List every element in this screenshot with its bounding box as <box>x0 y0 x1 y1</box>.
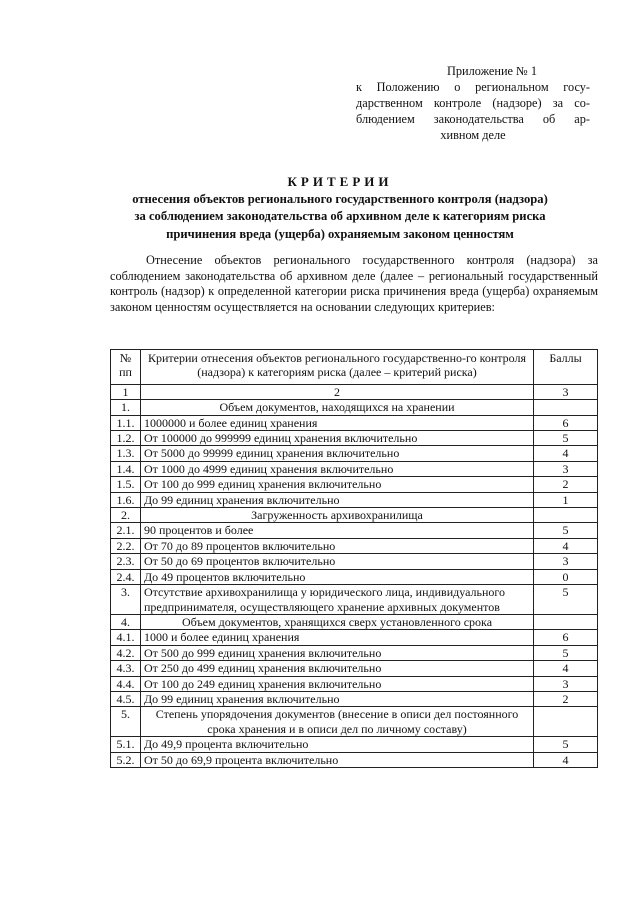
appendix-line: блюдением законодательства об ар- <box>356 112 590 126</box>
criterion-text: От 50 до 69,9 процента включительно <box>141 752 534 767</box>
row-number: 4.1. <box>111 630 141 645</box>
points-value: 0 <box>534 569 598 584</box>
table-row <box>111 737 598 752</box>
criterion-text: До 49 процентов включительно <box>141 569 534 584</box>
row-number: 2. <box>111 508 141 523</box>
row-number: 4.4. <box>111 676 141 691</box>
row-number: 1.4. <box>111 461 141 476</box>
table-header-row <box>111 350 598 385</box>
table-row <box>111 614 598 629</box>
criterion-text: До 99 единиц хранения включительно <box>141 691 534 706</box>
appendix-line: к Положению о региональном госу- <box>356 80 590 94</box>
column-number: 1 <box>111 384 141 399</box>
table-row <box>111 630 598 645</box>
points-value: 5 <box>534 431 598 446</box>
points-value: 5 <box>534 645 598 660</box>
appendix-note <box>356 63 590 143</box>
table-row <box>111 538 598 553</box>
criteria-table <box>110 349 598 768</box>
criterion-text: До 99 единиц хранения включительно <box>141 492 534 507</box>
points-value: 2 <box>534 477 598 492</box>
criterion-text: 1000 и более единиц хранения <box>141 630 534 645</box>
row-number: 1.2. <box>111 431 141 446</box>
table-row <box>111 431 598 446</box>
criterion-text: От 70 до 89 процентов включительно <box>141 538 534 553</box>
appendix-line: хивном деле <box>440 128 506 142</box>
table-row <box>111 661 598 676</box>
criterion-text: От 1000 до 4999 единиц хранения включительно <box>141 461 534 476</box>
criterion-text: От 500 до 999 единиц хранения включительно <box>141 645 534 660</box>
heading-line: отнесения объектов регионального государственного контроля (надзора) <box>132 191 548 206</box>
column-number: 3 <box>534 384 598 399</box>
heading-line: за соблюдением законодательства об архивном деле к категориям риска <box>134 209 546 223</box>
row-number: 1.5. <box>111 477 141 492</box>
points-value: 5 <box>534 737 598 752</box>
header-points: Баллы <box>534 350 598 385</box>
column-numbering-row <box>111 384 598 399</box>
row-number: 2.2. <box>111 538 141 553</box>
criterion-text: 1000000 и более единиц хранения <box>141 415 534 430</box>
criterion-text: От 100000 до 999999 единиц хранения включительно <box>141 431 534 446</box>
criterion-text: 90 процентов и более <box>141 523 534 538</box>
heading-line: причинения вреда (ущерба) охраняемым законом ценностям <box>166 226 514 241</box>
table-row <box>111 752 598 767</box>
table-row <box>111 415 598 430</box>
row-number: 4.5. <box>111 691 141 706</box>
points-value: 5 <box>534 585 598 615</box>
points-value: 4 <box>534 752 598 767</box>
intro-paragraph: Отнесение объектов регионального государственного контроля (надзора) за соблюдением законодательства об архивном деле (далее – региональный государственный контроль (надзор) к определенной категории риска причинения вреда (ущерба) охраняемым законом ценностям осуществляется на основании следующих критериев: <box>110 253 598 314</box>
table-row <box>111 691 598 706</box>
row-number: 1. <box>111 400 141 415</box>
table-row <box>111 569 598 584</box>
row-number: 1.3. <box>111 446 141 461</box>
points-value <box>534 508 598 523</box>
points-value: 4 <box>534 661 598 676</box>
points-value: 6 <box>534 415 598 430</box>
points-value: 3 <box>534 676 598 691</box>
points-value: 4 <box>534 446 598 461</box>
appendix-title: Приложение № 1 <box>446 64 538 78</box>
criterion-text: Отсутствие архивохранилища у юридического лица, индивидуального предпринимателя, осуществляющего хранение архивных документов <box>141 585 534 615</box>
header-num: № пп <box>111 350 141 385</box>
table-row <box>111 492 598 507</box>
row-number: 2.1. <box>111 523 141 538</box>
points-value: 2 <box>534 691 598 706</box>
points-value: 3 <box>534 554 598 569</box>
row-number: 5.1. <box>111 737 141 752</box>
table-row <box>111 400 598 415</box>
criterion-text: От 250 до 499 единиц хранения включительно <box>141 661 534 676</box>
column-number: 2 <box>141 384 534 399</box>
document-heading <box>70 173 610 243</box>
table-row <box>111 446 598 461</box>
row-number: 5. <box>111 707 141 737</box>
table-row <box>111 676 598 691</box>
row-number: 3. <box>111 585 141 615</box>
criterion-text: До 49,9 процента включительно <box>141 737 534 752</box>
row-number: 4.3. <box>111 661 141 676</box>
section-title: Объем документов, хранящихся сверх установленного срока <box>141 614 534 629</box>
page-title: КРИТЕРИИ <box>287 174 393 189</box>
table-row <box>111 508 598 523</box>
row-number: 2.3. <box>111 554 141 569</box>
points-value <box>534 614 598 629</box>
table-row <box>111 707 598 737</box>
row-number: 1.1. <box>111 415 141 430</box>
section-title: Загруженность архивохранилища <box>141 508 534 523</box>
table-row <box>111 645 598 660</box>
section-title: Степень упорядочения документов (внесение в описи дел постоянного срока хранения и в описи дел по личному составу) <box>141 707 534 737</box>
header-criteria: Критерии отнесения объектов регионального государственно-го контроля (надзора) к категориям риска (далее – критерий риска) <box>141 350 534 385</box>
points-value <box>534 707 598 737</box>
table-row <box>111 523 598 538</box>
criterion-text: От 50 до 69 процентов включительно <box>141 554 534 569</box>
criterion-text: От 100 до 249 единиц хранения включительно <box>141 676 534 691</box>
criterion-text: От 100 до 999 единиц хранения включительно <box>141 477 534 492</box>
points-value: 3 <box>534 461 598 476</box>
points-value: 6 <box>534 630 598 645</box>
appendix-line: дарственном контроле (надзоре) за со- <box>356 96 590 110</box>
table-row <box>111 477 598 492</box>
criterion-text: От 5000 до 99999 единиц хранения включительно <box>141 446 534 461</box>
row-number: 4.2. <box>111 645 141 660</box>
points-value <box>534 400 598 415</box>
row-number: 4. <box>111 614 141 629</box>
row-number: 5.2. <box>111 752 141 767</box>
table-row <box>111 554 598 569</box>
points-value: 5 <box>534 523 598 538</box>
row-number: 2.4. <box>111 569 141 584</box>
table-row <box>111 461 598 476</box>
table-row <box>111 585 598 615</box>
points-value: 1 <box>534 492 598 507</box>
row-number: 1.6. <box>111 492 141 507</box>
section-title: Объем документов, находящихся на хранении <box>141 400 534 415</box>
points-value: 4 <box>534 538 598 553</box>
